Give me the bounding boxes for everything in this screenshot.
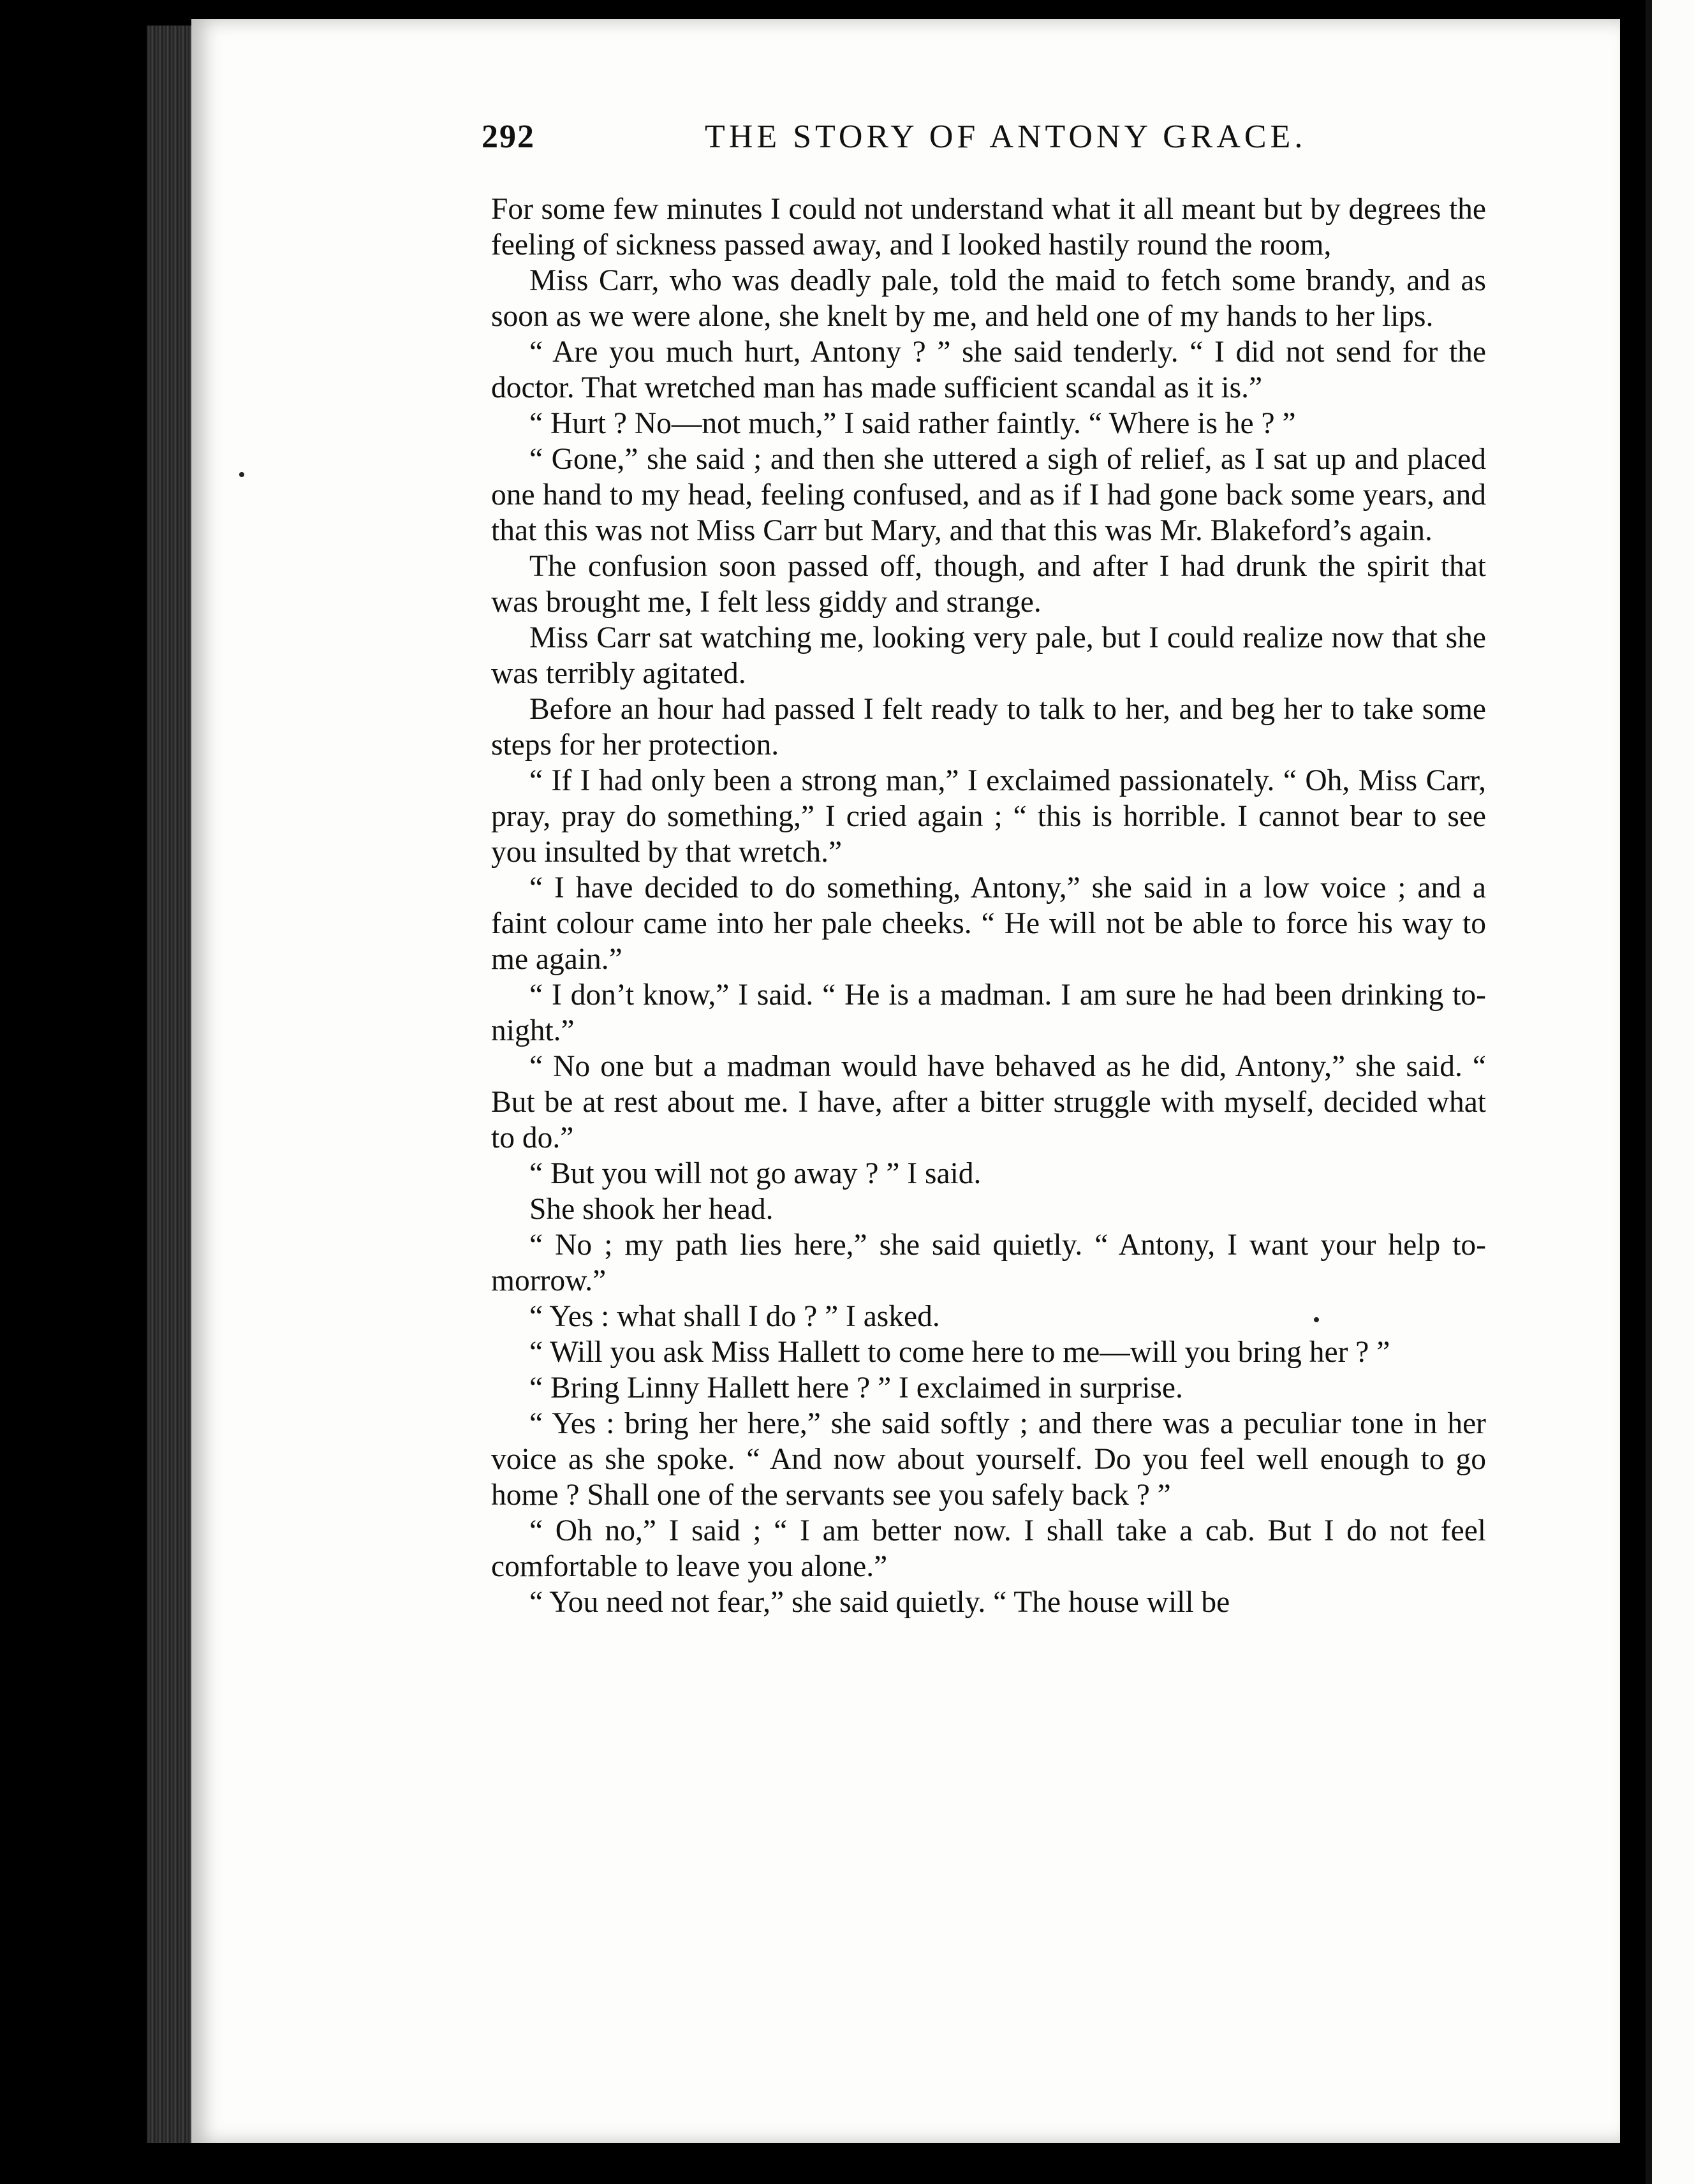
paragraph: “ You need not fear,” she said quietly. “ The house will be [529, 1586, 1230, 1619]
paragraph: “ Yes : bring her here,” she said softly ; and there was a peculiar tone in her voice as she spoke. “ And now about yourself. Do you feel well enough to go home ? Shall one of the servants see you safely back ? ” [491, 1407, 1486, 1512]
scan-speck [1314, 1317, 1319, 1322]
page-number: 292 [482, 119, 535, 155]
paragraph: “ Gone,” she said ; and then she uttered a sigh of relief, as I sat up and placed one hand to my head, feeling confused, and as if I had gone back some years, and that this was not Miss Carr but Mary, and that this was Mr. Blakeford’s again. [491, 443, 1486, 547]
paragraph: “ No ; my path lies here,” she said quietly. “ Antony, I want your help to-morrow.” [491, 1228, 1486, 1297]
running-title: THE STORY OF ANTONY GRACE. [705, 119, 1307, 155]
scan-speck [239, 472, 244, 477]
paragraph: “ I have decided to do something, Antony,” she said in a low voice ; and a faint colour came into her pale cheeks. “ He will not be able to force his way to me again.” [491, 871, 1486, 976]
paragraph: Before an hour had passed I felt ready to talk to her, and beg her to take some steps for her protection. [491, 693, 1486, 762]
paragraph: “ But you will not go away ? ” I said. [529, 1157, 982, 1190]
paragraph: “ I don’t know,” I said. “ He is a madman. I am sure he had been drinking to-night.” [491, 978, 1486, 1047]
paragraph: She shook her head. [529, 1193, 774, 1226]
page-header [482, 118, 1489, 169]
paragraph: “ Are you much hurt, Antony ? ” she said tenderly. “ I did not send for the doctor. That wretched man has made sufficient scandal as it is.” [491, 336, 1486, 404]
body-text [491, 191, 1486, 1620]
paragraph: The confusion soon passed off, though, and after I had drunk the spirit that was brought me, I felt less giddy and strange. [491, 550, 1486, 619]
paragraph: For some few minutes I could not understand what it all meant but by degrees the feeling of sickness passed away, and I looked hastily round the room, [491, 193, 1486, 262]
paragraph: “ Oh no,” I said ; “ I am better now. I shall take a cab. But I do not feel comfortable to leave you alone.” [491, 1514, 1486, 1583]
paragraph: “ Bring Linny Hallett here ? ” I exclaimed in surprise. [529, 1371, 1183, 1405]
paragraph: Miss Carr, who was deadly pale, told the maid to fetch some brandy, and as soon as we were alone, she knelt by me, and held one of my hands to her lips. [491, 264, 1486, 333]
paragraph: “ Will you ask Miss Hallett to come here to me—will you bring her ? ” [529, 1336, 1390, 1369]
paragraph: “ If I had only been a strong man,” I exclaimed passionately. “ Oh, Miss Carr, pray, pray do something,” I cried again ; “ this is horrible. I cannot bear to see you insulted by that wretch.” [491, 764, 1486, 869]
paragraph: “ No one but a madman would have behaved as he did, Antony,” she said. “ But be at rest about me. I have, after a bitter struggle with myself, decided what to do.” [491, 1050, 1486, 1155]
paragraph: Miss Carr sat watching me, looking very pale, but I could realize now that she was terribly agitated. [491, 621, 1486, 690]
paragraph: “ Yes : what shall I do ? ” I asked. [529, 1300, 940, 1333]
facing-page-edge [1646, 0, 1694, 2184]
paragraph: “ Hurt ? No—not much,” I said rather faintly. “ Where is he ? ” [529, 407, 1296, 440]
